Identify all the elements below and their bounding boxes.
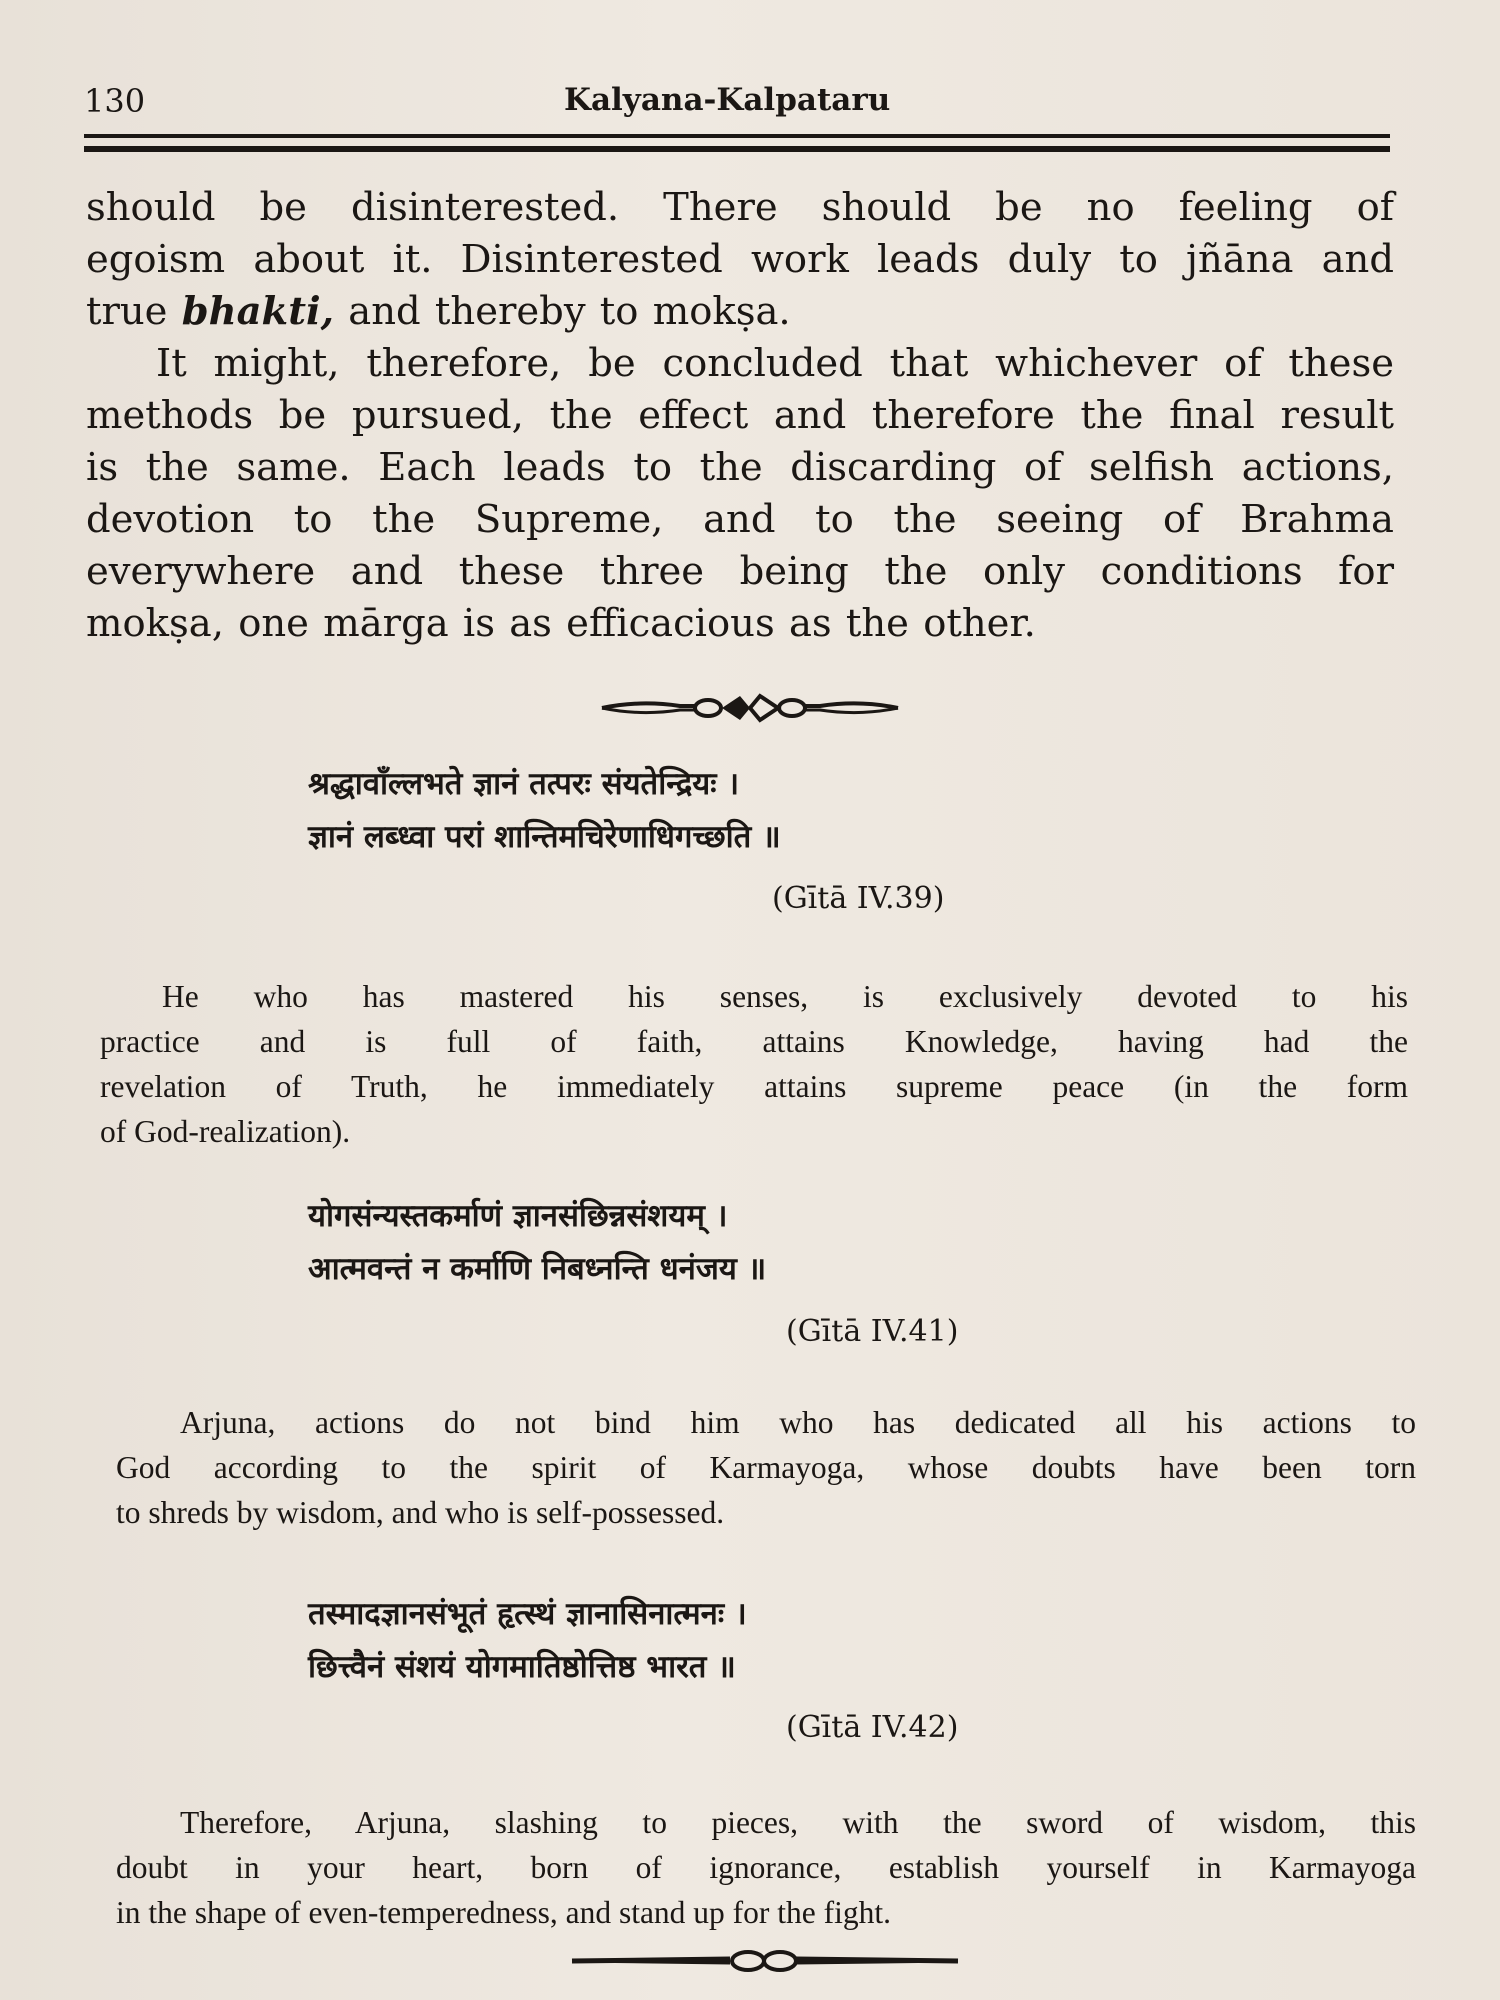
verse-citation: (Gītā IV.42): [786, 1710, 959, 1745]
line-text: and thereby to mokṣa.: [334, 289, 791, 334]
translation-line: Therefore, Arjuna, slashing to pieces, with the sword of wisdom, this: [180, 1805, 1416, 1840]
line-text: true: [86, 289, 182, 334]
verse-line: छित्त्वैनं संशयं योगमातिष्ठोत्तिष्ठ भारत ॥: [308, 1649, 736, 1685]
verse-translation: [100, 974, 1408, 1154]
italic-term: bhakti,: [181, 289, 335, 334]
verse-line: श्रद्धावाँल्लभते ज्ञानं तत्परः संयतेन्द्रियः ।: [308, 766, 740, 802]
paragraph-2-line: mokṣa, one mārga is as efficacious as the other.: [86, 601, 1036, 646]
verse-translation: [116, 1400, 1416, 1535]
translation-line: He who has mastered his senses, is exclusively devoted to his: [162, 979, 1408, 1014]
header-rule-thick: [84, 146, 1390, 152]
paragraph-2-line: is the same. Each leads to the discarding of selfish actions,: [86, 445, 1394, 490]
paragraph-1: [86, 182, 1394, 338]
sanskrit-verse: [308, 1588, 747, 1694]
verse-line: ज्ञानं लब्ध्वा परां शान्तिमचिरेणाधिगच्छति ॥: [308, 819, 781, 855]
paragraph-2-line: devotion to the Supreme, and to the seeing of Brahma: [86, 497, 1394, 542]
running-title: Kalyana-Kalpataru: [564, 82, 891, 118]
scroll-ornament-icon: [600, 688, 900, 728]
verse-translation: [116, 1800, 1416, 1935]
page-number: 130: [84, 82, 146, 120]
translation-line: of God-realization).: [100, 1114, 351, 1149]
verse-line: योगसंन्यस्तकर्माणं ज्ञानसंछिन्नसंशयम् ।: [308, 1198, 728, 1234]
verse-line: आत्मवन्तं न कर्माणि निबध्नन्ति धनंजय ॥: [308, 1251, 767, 1287]
verse-line: तस्मादज्ञानसंभूतं हृत्स्थं ज्ञानासिनात्मनः ।: [308, 1596, 747, 1632]
translation-line: in the shape of even-temperedness, and stand up for the fight.: [116, 1895, 892, 1930]
paragraph-2-line: methods be pursued, the effect and therefore the final result: [86, 393, 1394, 438]
verse-citation: (Gītā IV.41): [786, 1314, 959, 1349]
translation-line: Arjuna, actions do not bind him who has dedicated all his actions to: [180, 1405, 1416, 1440]
paragraph-2-line: everywhere and these three being the only conditions for: [86, 549, 1394, 594]
verse-citation: (Gītā IV.39): [772, 881, 945, 916]
page-header: [84, 82, 1394, 132]
translation-line: to shreds by wisdom, and who is self-possessed.: [116, 1495, 725, 1530]
line-ornament-icon: [570, 1944, 960, 1978]
sanskrit-verse: [308, 1190, 766, 1296]
paragraph-2-line: It might, therefore, be concluded that whichever of these: [156, 341, 1394, 386]
sanskrit-verse: [308, 758, 781, 864]
header-rule-thin: [84, 134, 1390, 138]
paragraph-1-line: [86, 286, 1394, 338]
translation-line: revelation of Truth, he immediately attains supreme peace (in the form: [100, 1069, 1408, 1104]
translation-line: God according to the spirit of Karmayoga, whose doubts have been torn: [116, 1450, 1416, 1485]
paragraph-2: [86, 338, 1394, 650]
paragraph-1-line: egoism about it. Disinterested work leads duly to jñāna and: [86, 237, 1394, 282]
translation-line: practice and is full of faith, attains Knowledge, having had the: [100, 1024, 1408, 1059]
paragraph-1-line: should be disinterested. There should be no feeling of: [86, 185, 1394, 230]
translation-line: doubt in your heart, born of ignorance, establish yourself in Karmayoga: [116, 1850, 1416, 1885]
